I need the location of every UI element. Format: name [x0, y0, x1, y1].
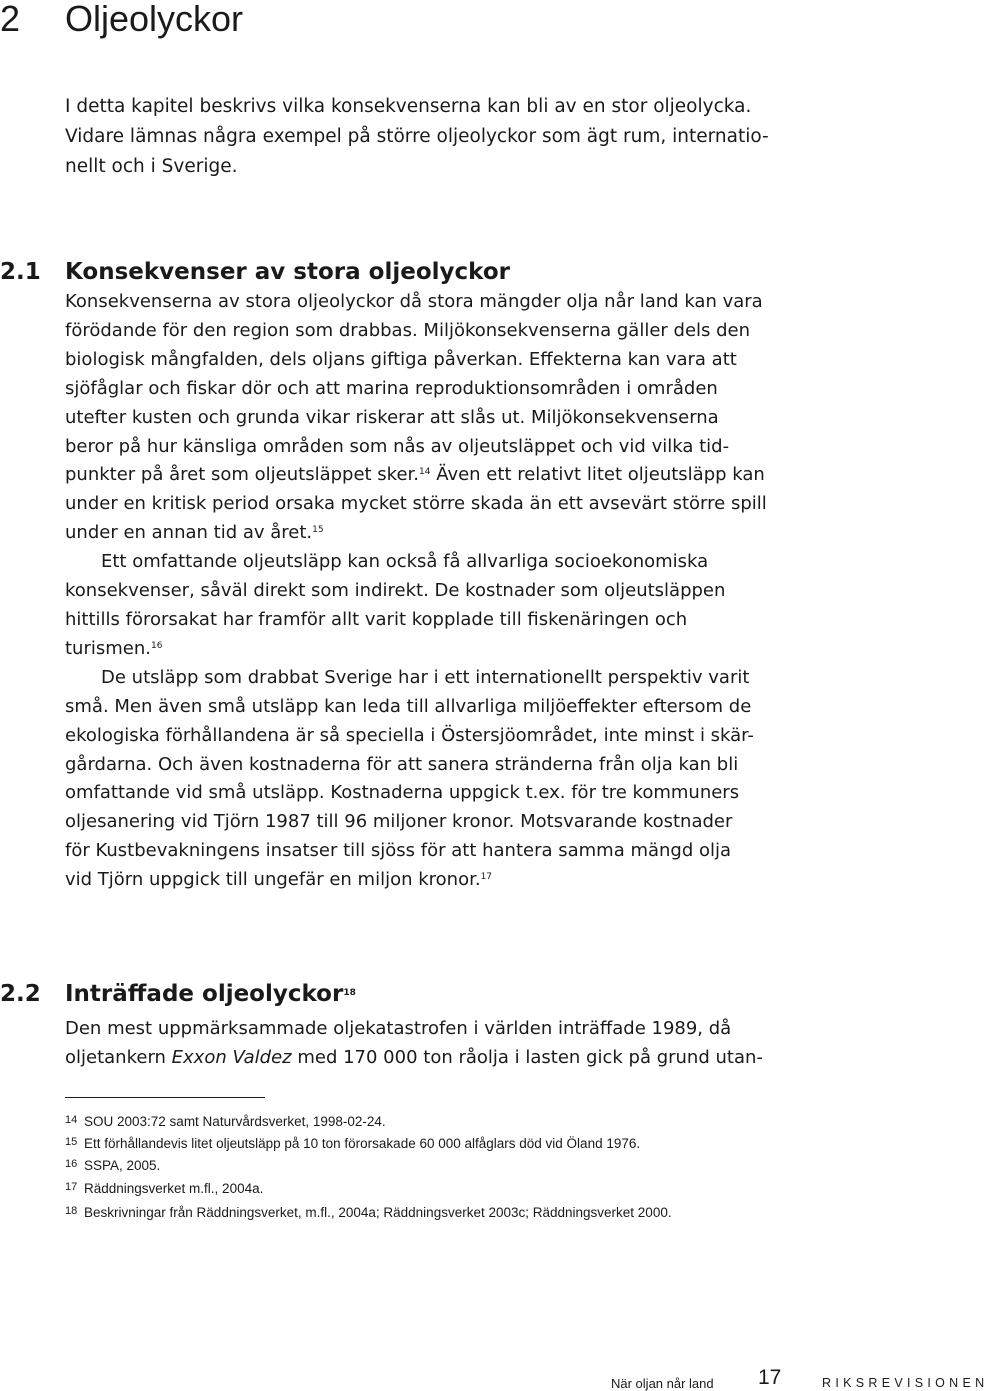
body-line: hittills förorsakat har framför allt varit kopplade till fiskenäringen och: [65, 608, 688, 630]
footnote-divider: [65, 1097, 265, 1098]
intro-line: I detta kapitel beskrivs vilka konsekvenserna kan bli av en stor oljeolycka.: [65, 96, 752, 117]
body-line: De utsläpp som drabbat Sverige har i ett internationellt perspektiv varit: [101, 666, 750, 688]
body-text: under en annan tid av året.: [65, 522, 313, 544]
footnote-text: Ett förhållandevis litet oljeutsläpp på 10 ton förorsakade 60 000 alfåglars död vid Öland 1976.: [84, 1136, 641, 1151]
section-body: [65, 1015, 763, 1073]
body-text: turismen.: [65, 637, 151, 659]
footer-brand: RIKSREVISIONEN: [822, 1376, 988, 1390]
footnote-ref[interactable]: 14: [419, 467, 431, 478]
footnote: [65, 1205, 672, 1220]
body-line: omfattande vid små utsläpp. Kostnaderna uppgick t.ex. för tre kommuners: [65, 782, 740, 804]
ship-name: Exxon Valdez: [171, 1046, 292, 1068]
footnote-text: SSPA, 2005.: [84, 1158, 161, 1173]
body-line: för Kustbevakningens insatser till sjöss för att hantera samma mängd olja: [65, 840, 732, 862]
body-line: gårdarna. Och även kostnaderna för att sanera stränderna från olja kan bli: [65, 753, 739, 775]
body-text: oljetankern: [65, 1046, 172, 1068]
footnote-number: 17: [65, 1181, 78, 1193]
body-line: biologisk mångfalden, dels oljans giftiga påverkan. Effekterna kan vara att: [65, 348, 737, 370]
body-text: med 170 000 ton råolja i lasten gick på grund utan-: [291, 1046, 763, 1068]
section-number: 2.1: [0, 259, 41, 285]
footnote: [65, 1158, 160, 1173]
body-line: Den mest uppmärksammade oljekatastrofen i världen inträffade 1989, då: [65, 1018, 732, 1039]
footer-title: När oljan når land: [611, 1376, 714, 1391]
section-title: [65, 981, 356, 1007]
footnote-ref[interactable]: 15: [312, 525, 324, 536]
body-text: punkter på året som oljeutsläppet sker.: [65, 464, 420, 486]
body-line: små. Men även små utsläpp kan leda till allvarliga miljöeffekter eftersom de: [65, 695, 752, 717]
intro-paragraph: [65, 92, 769, 182]
body-line: Ett omfattande oljeutsläpp kan också få allvarliga socioekonomiska: [101, 551, 709, 573]
body-line: ekologiska förhållandena är så speciella i Östersjöområdet, inte minst i skär-: [65, 724, 754, 746]
section-title-text: Inträffade oljeolyckor: [65, 981, 344, 1007]
body-line: [65, 519, 755, 548]
footnote-text: Räddningsverket m.fl., 2004a.: [84, 1181, 264, 1196]
footnote: [65, 1114, 386, 1129]
body-line: oljesanering vid Tjörn 1987 till 96 miljoner kronor. Motsvarande kostnader: [65, 811, 733, 833]
footnote-ref[interactable]: 16: [150, 640, 163, 651]
body-line: Konsekvenserna av stora oljeolyckor då stora mängder olja når land kan vara: [65, 291, 763, 312]
footnote: [65, 1181, 263, 1196]
footnote-ref[interactable]: 18: [343, 988, 356, 998]
body-text: Även ett relativt litet oljeutsläpp kan: [430, 464, 765, 486]
body-line: utefter kusten och grunda vikar riskerar att slås ut. Miljökonsekvenserna: [65, 406, 719, 428]
section-number: 2.2: [0, 981, 41, 1007]
chapter-number: 2: [0, 0, 21, 39]
page-number: 17: [758, 1366, 782, 1389]
chapter-title: Oljeolyckor: [65, 0, 244, 39]
footnote-text: Beskrivningar från Räddningsverket, m.fl., 2004a; Räddningsverket 2003c; Räddningsverket 2000.: [84, 1205, 672, 1220]
body-line: under en kritisk period orsaka mycket större skada än ett avsevärt större spill: [65, 493, 767, 515]
body-line: beror på hur känsliga områden som nås av oljeutsläppet och vid vilka tid-: [65, 435, 730, 457]
body-line: [65, 461, 765, 490]
body-line: [65, 866, 755, 895]
body-line: konsekvenser, såväl direkt som indirekt. De kostnader som oljeutsläppen: [65, 580, 726, 602]
footnote-number: 18: [65, 1205, 78, 1217]
body-line: [65, 635, 755, 664]
footnote: [65, 1136, 640, 1151]
section-title: Konsekvenser av stora oljeolyckor: [65, 259, 510, 285]
footnote-ref[interactable]: 17: [480, 872, 493, 883]
intro-line: nellt och i Sverige.: [65, 156, 238, 177]
body-text: vid Tjörn uppgick till ungefär en miljon kronor.: [65, 869, 481, 891]
footnote-number: 16: [65, 1158, 78, 1170]
footnote-number: 15: [65, 1136, 78, 1148]
footnote-text: SOU 2003:72 samt Naturvårdsverket, 1998-02-24.: [84, 1114, 386, 1129]
body-line: förödande för den region som drabbas. Miljökonsekvenserna gäller dels den: [65, 319, 751, 341]
body-line: sjöfåglar och fiskar dör och att marina reproduktionsområden i områden: [65, 377, 718, 399]
intro-line: Vidare lämnas några exempel på större oljeolyckor som ägt rum, internatio-: [65, 126, 769, 147]
section-body: [65, 288, 767, 895]
body-line: [65, 1044, 763, 1073]
footnote-number: 14: [65, 1114, 78, 1126]
